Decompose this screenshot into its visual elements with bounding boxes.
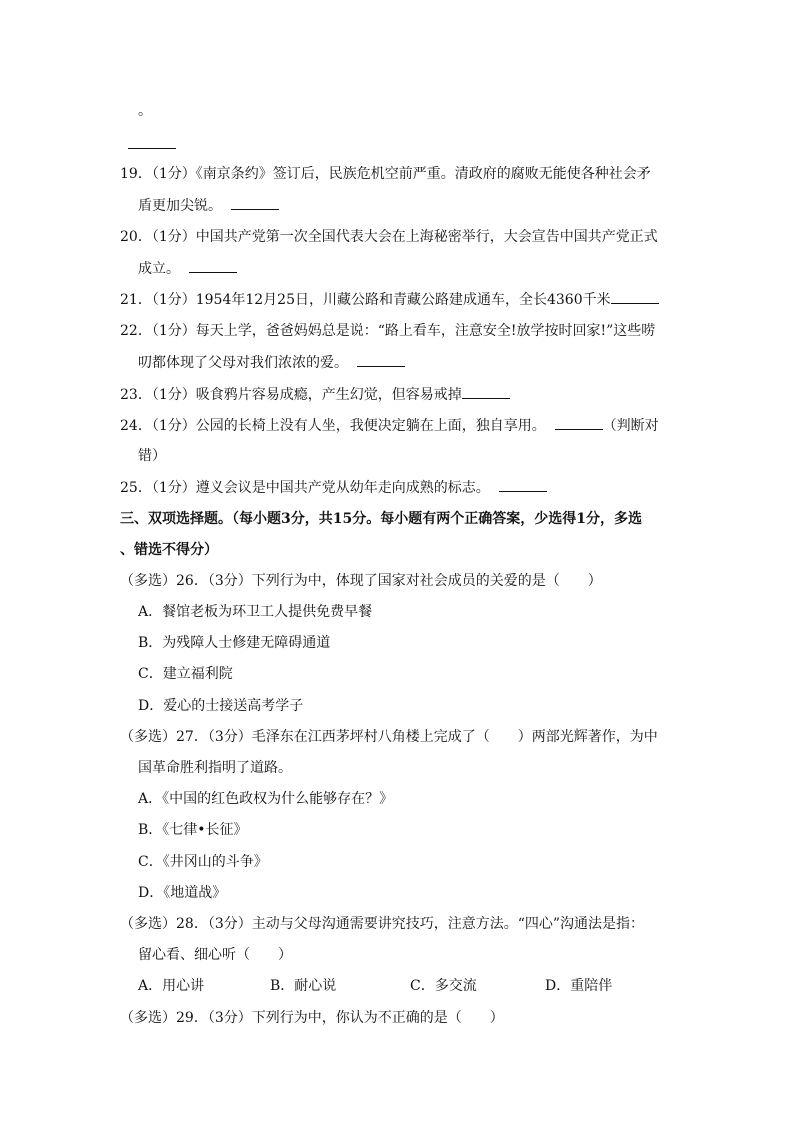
q24-line2: 错） — [138, 448, 166, 464]
answer-blank-24[interactable] — [555, 415, 603, 430]
q28-option-b[interactable]: B．耐心说 — [270, 978, 337, 994]
answer-blank-25[interactable] — [499, 477, 547, 492]
q25-line1: 25．（1分）遵义会议是中国共产党从幼年走向成熟的标志。 — [120, 477, 547, 498]
q26-option-c[interactable]: C．建立福利院 — [138, 666, 233, 682]
answer-blank-19[interactable] — [231, 195, 279, 210]
q28-option-d[interactable]: D．重陪伴 — [545, 978, 613, 994]
q29-stem: （多选）29．（3分）下列行为中，你认为不正确的是（ ） — [120, 1010, 504, 1026]
q28-stem-line1: （多选）28．（3分）主动与父母沟通需要讲究技巧，注意方法。“四心”沟通法是指： — [120, 916, 645, 932]
q20-line1: 20．（1分）中国共产党第一次全国代表大会在上海秘密举行，大会宣告中国共产党正式 — [120, 229, 658, 245]
q28-option-c[interactable]: C．多交流 — [410, 978, 477, 994]
answer-blank-22[interactable] — [357, 352, 405, 367]
answer-blank-23[interactable] — [462, 384, 510, 399]
q27-option-c[interactable]: C．《井冈山的斗争》 — [138, 854, 268, 870]
q27-option-a[interactable]: A．《中国的红色政权为什么能够存在？》 — [138, 791, 394, 807]
q26-option-d[interactable]: D．爱心的士接送高考学子 — [138, 698, 304, 714]
q19-line2: 盾更加尖锐。 — [138, 195, 279, 216]
q20-line2: 成立。 — [138, 258, 237, 279]
q22-line2: 叨都体现了父母对我们浓浓的爱。 — [138, 352, 405, 373]
q27-stem-line1: （多选）27．（3分）毛泽东在江西茅坪村八角楼上完成了（ ）两部光辉著作，为中 — [120, 729, 658, 745]
q19-line1: 19．（1分）《南京条约》签订后，民族危机空前严重。清政府的腐败无能使各种社会矛 — [120, 166, 651, 182]
q27-option-d[interactable]: D．《地道战》 — [138, 885, 227, 901]
q21-line1: 21．（1分）1954年12月25日，川藏公路和青藏公路建成通车，全长4360千米 — [120, 289, 659, 310]
q27-option-b[interactable]: B．《七律•长征》 — [138, 822, 248, 838]
q26-option-b[interactable]: B．为残障人士修建无障碍通道 — [138, 635, 331, 651]
q23-line1: 23．（1分）吸食鸦片容易成瘾，产生幻觉，但容易戒掉 — [120, 384, 510, 405]
answer-blank-20[interactable] — [189, 258, 237, 273]
q28-option-a[interactable]: A．用心讲 — [138, 978, 205, 994]
q27-stem-line2: 国革命胜利指明了道路。 — [138, 760, 292, 776]
q26-option-a[interactable]: A．餐馆老板为环卫工人提供免费早餐 — [138, 604, 373, 620]
section-3-heading: 三、双项选择题。（每小题3分，共15分。每小题有两个正确答案，少选得1分，多选 — [120, 511, 642, 527]
q26-stem: （多选）26．（3分）下列行为中，体现了国家对社会成员的关爱的是（ ） — [120, 573, 602, 589]
section-3-heading-cont: 、错选不得分） — [120, 542, 218, 558]
answer-blank-18[interactable] — [128, 134, 176, 149]
q24-line1: 24．（1分）公园的长椅上没有人坐，我便决定躺在上面，独自享用。 （判断对 — [120, 415, 659, 436]
lead-period: 。 — [138, 103, 152, 119]
q28-stem-line2: 留心看、细心听（ ） — [138, 947, 292, 963]
answer-blank-21[interactable] — [611, 289, 659, 304]
q22-line1: 22．（1分）每天上学，爸爸妈妈总是说：“路上看车，注意安全!放学按时回家!”这些唠 — [120, 323, 656, 339]
